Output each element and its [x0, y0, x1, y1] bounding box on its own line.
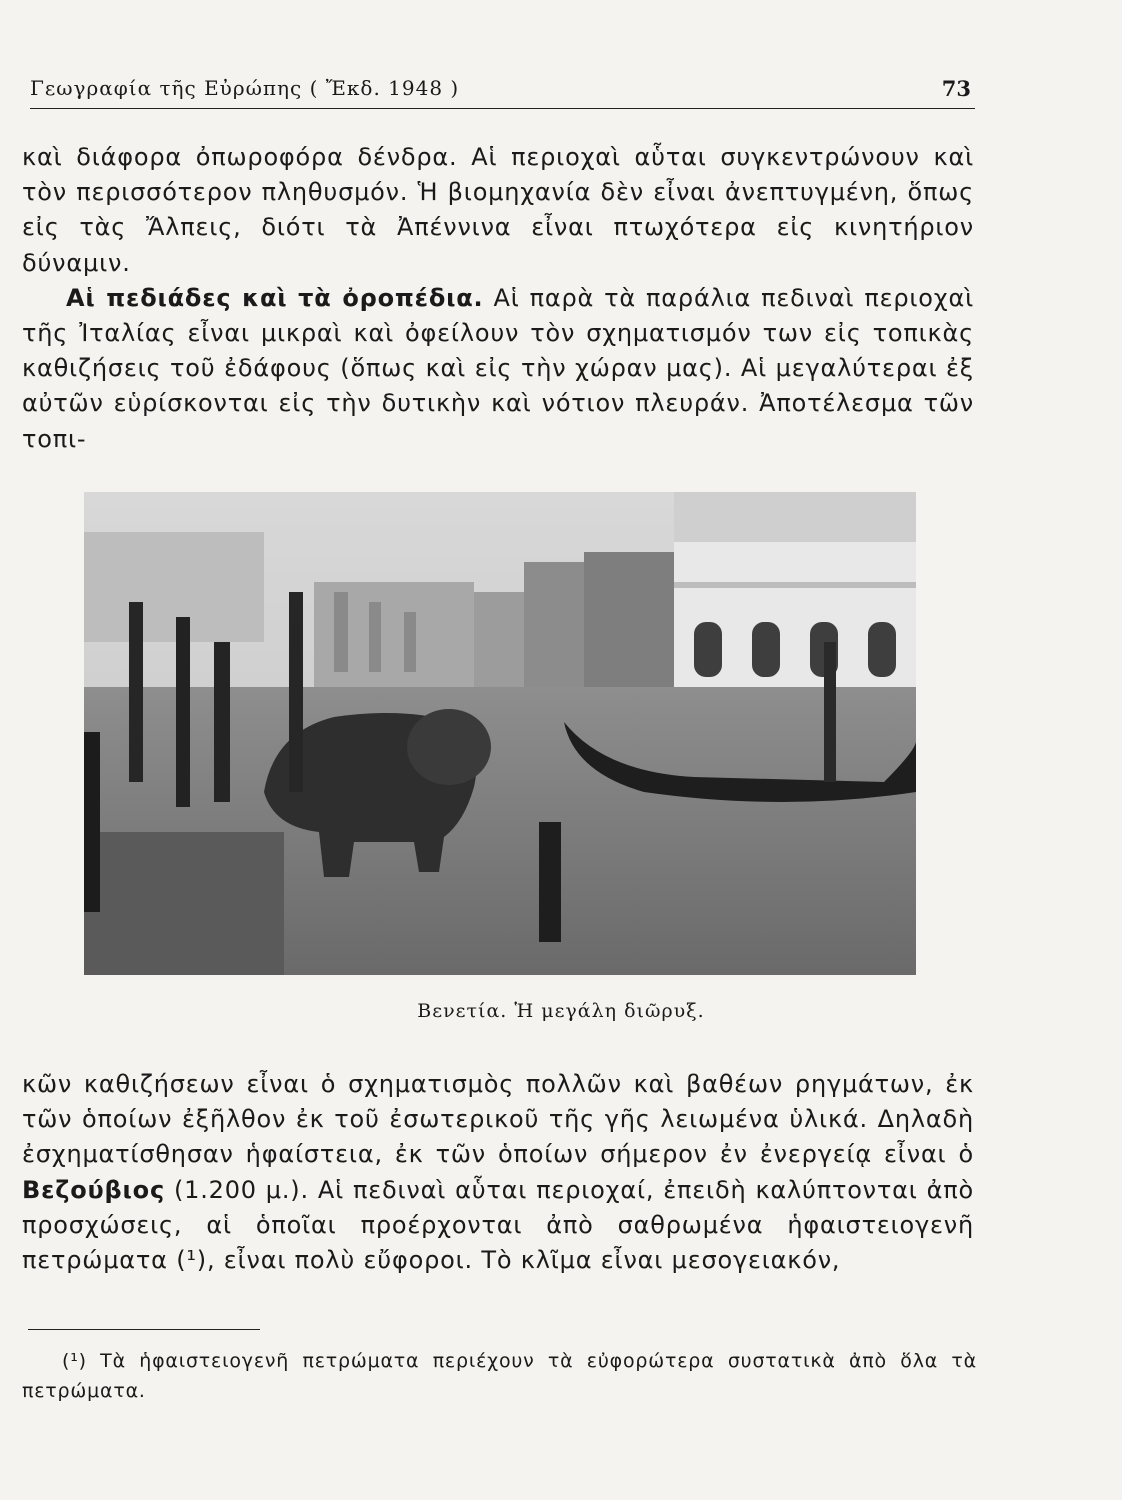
vesuvius-term: Βεζούβιος: [22, 1175, 165, 1204]
paragraph-plains-text: Αἱ παρὰ τὰ παράλια πεδιναὶ περιοχαὶ τῆς Ἰταλίας εἶναι μικραὶ καὶ ὀφείλουν τὸν σχηματισμόν των εἰς τοπικὰς καθιζήσεις τοῦ ἐδάφους (ὅπως καὶ εἰς τὴν χώραν μας). Αἱ μεγαλύτεραι ἐξ αὐτῶν εὑρίσκονται εἰς τὴν δυτικὴν καὶ νότιον πλευράν. Ἀποτέλεσμα τῶν τοπι-: [22, 283, 974, 453]
footnote: [22, 1346, 977, 1406]
paragraph-volcanoes-end: (1.200 μ.). Αἱ πεδιναὶ αὗται περιοχαί, ἐπειδὴ καλύπτονται ἀπὸ προσχώσεις, αἱ ὁποῖαι προέρχονται ἀπὸ σαθρωμένα ἡφαιστειογενῆ πετρώματα (¹), εἶναι πολὺ εὔφοροι. Τὸ κλῖμα εἶναι μεσογειακόν,: [22, 1175, 974, 1275]
paragraph-plains: [22, 281, 974, 457]
section-heading: Αἱ πεδιάδες καὶ τὰ ὀροπέδια.: [66, 283, 484, 312]
paragraph-volcanoes: [22, 1067, 974, 1278]
paragraph-volcanoes-start: κῶν καθιζήσεων εἶναι ὁ σχηματισμὸς πολλῶν καὶ βαθέων ρηγμάτων, ἐκ τῶν ὁποίων ἐξῆλθον ἐκ τοῦ ἐσωτερικοῦ τῆς γῆς λειωμένα ὑλικά. Δηλαδὴ ἐσχηματίσθησαν ἡφαίστεια, ἐκ τῶν ὁποίων σήμερον ἐν ἐνεργείᾳ εἶναι ὁ: [22, 1070, 974, 1169]
page-number: 73: [941, 76, 971, 101]
footnote-divider: [28, 1329, 260, 1330]
venice-photo: [84, 492, 916, 975]
body-text-top: [22, 140, 974, 457]
paragraph-continuation: καὶ διάφορα ὀπωροφόρα δένδρα. Αἱ περιοχαὶ αὗται συγκεντρώνουν καὶ τὸν περισσότερον πληθυσμόν. Ἡ βιομηχανία δὲν εἶναι ἀνεπτυγμένη, ὅπως εἰς τὰς Ἄλπεις, διότι τὰ Ἀπέννινα εἶναι πτωχότερα εἰς κινητήριον δύναμιν.: [22, 143, 974, 277]
running-head-title: Γεωγραφία τῆς Εὐρώπης ( Ἔκδ. 1948 ): [30, 76, 460, 100]
body-text-bottom: [22, 1067, 974, 1278]
figure-caption: Βενετία. Ἡ μεγάλη διῶρυξ.: [417, 1000, 705, 1022]
running-head: [30, 74, 975, 109]
footnote-text: (¹) Τὰ ἡφαιστειογενῆ πετρώματα περιέχουν τὰ εὐφορώτερα συστατικὰ ἀπὸ ὅλα τὰ πετρώματα.: [22, 1350, 977, 1402]
